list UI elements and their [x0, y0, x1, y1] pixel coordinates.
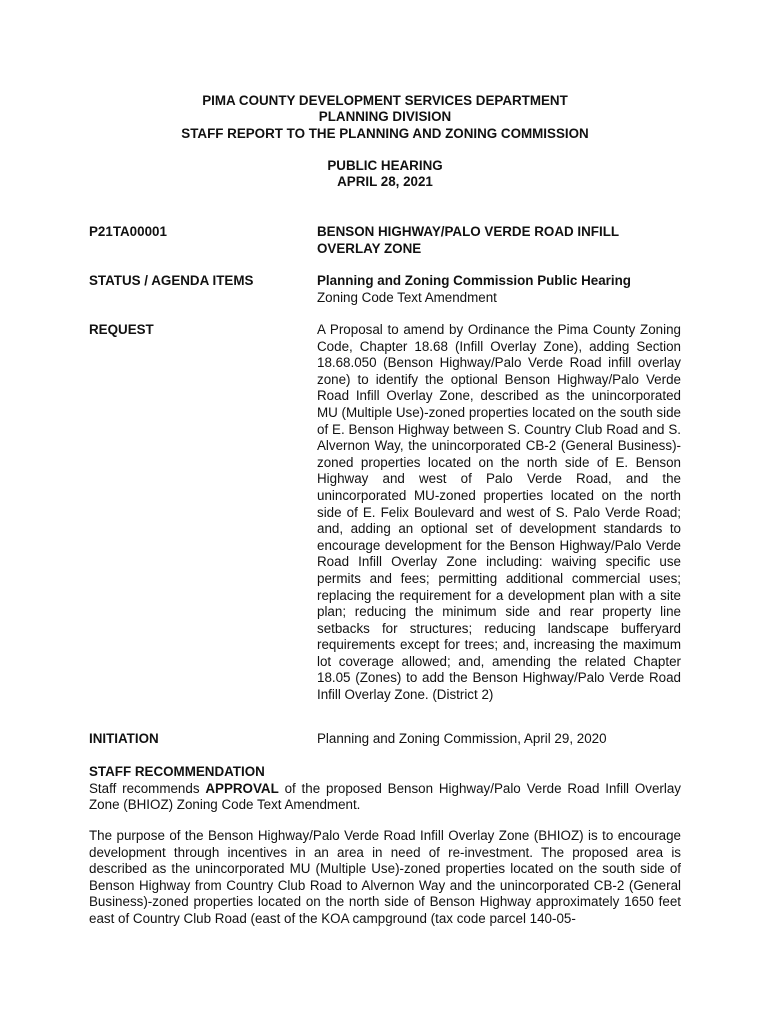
status-amendment-type: Zoning Code Text Amendment	[317, 289, 497, 305]
request-text: A Proposal to amend by Ordinance the Pima County Zoning Code, Chapter 18.68 (Infill Overlay Zone), adding Section 18.68.050 (Benson Highway/Palo Verde Road infill overlay zone) to identify the optional Benson Highway/Palo Verde Road Infill Overlay Zone, described as the unincorporated MU (Multiple Use)-zoned properties located on the south side of E. Benson Highway between S. Country Club Road and S. Alvernon Way, the unincorporated CB-2 (General Business)-zoned properties located on the north side of E. Benson Highway and west of Palo Verde Road, and the unincorporated MU-zoned properties located on the north side of E. Felix Boulevard and west of S. Palo Verde Road; and, adding an optional set of development standards to encourage development for the Benson Highway/Palo Verde Road Infill Overlay Zone including: waiving specific use permits and fees; permitting additional commercial uses; replacing the requirement for a development plan with a site plan; reducing the minimum side and rear property line setbacks for structures; reducing landscape bufferyard requirements except for trees; and, increasing the maximum lot coverage allowed; and, amending the related Chapter 18.05 (Zones) to add the Benson Highway/Palo Verde Road Infill Overlay Zone. (District 2)	[317, 322, 681, 703]
department-name: PIMA COUNTY DEVELOPMENT SERVICES DEPARTMENT	[202, 93, 568, 108]
recommendation-heading: STAFF RECOMMENDATION	[89, 764, 265, 779]
case-number: P21TA00001	[89, 224, 167, 239]
status-label: STATUS / AGENDA ITEMS	[89, 273, 254, 288]
approval-word: APPROVAL	[205, 780, 279, 796]
staff-recommendation	[89, 764, 681, 814]
recommendation-text-end: of the proposed Benson Highway/Palo Verde Road Infill Overlay Zone (BHIOZ) Zoning Code Text Amendment.	[89, 780, 681, 813]
report-title: STAFF REPORT TO THE PLANNING AND ZONING COMMISSION	[181, 125, 589, 141]
report-header	[0, 93, 770, 142]
purpose-paragraph: The purpose of the Benson Highway/Palo Verde Road Infill Overlay Zone (BHIOZ) is to encourage development through incentives in an area in need of re-investment. The proposed area is described as the unincorporated MU (Multiple Use)-zoned properties located on the south side of Benson Highway from Country Club Road to Alvernon Way and the unincorporated CB-2 (General Business)-zoned properties located on the north side of Benson Highway approximately 1650 feet east of Country Club Road (east of the KOA campground (tax code parcel 140-05-	[89, 828, 681, 926]
hearing-info	[0, 158, 770, 191]
initiation-value: Planning and Zoning Commission, April 29, 2020	[317, 731, 607, 746]
initiation-label: INITIATION	[89, 731, 159, 746]
status-hearing-type: Planning and Zoning Commission Public Hearing	[317, 273, 631, 288]
status-value	[317, 273, 681, 306]
case-title: BENSON HIGHWAY/PALO VERDE ROAD INFILL OVERLAY ZONE	[317, 224, 619, 256]
hearing-title: PUBLIC HEARING	[327, 158, 443, 173]
request-label: REQUEST	[89, 322, 154, 337]
division-name: PLANNING DIVISION	[318, 109, 452, 125]
recommendation-text	[89, 781, 681, 814]
hearing-date: APRIL 28, 2021	[337, 174, 433, 190]
recommendation-text-start: Staff recommends	[89, 780, 206, 796]
